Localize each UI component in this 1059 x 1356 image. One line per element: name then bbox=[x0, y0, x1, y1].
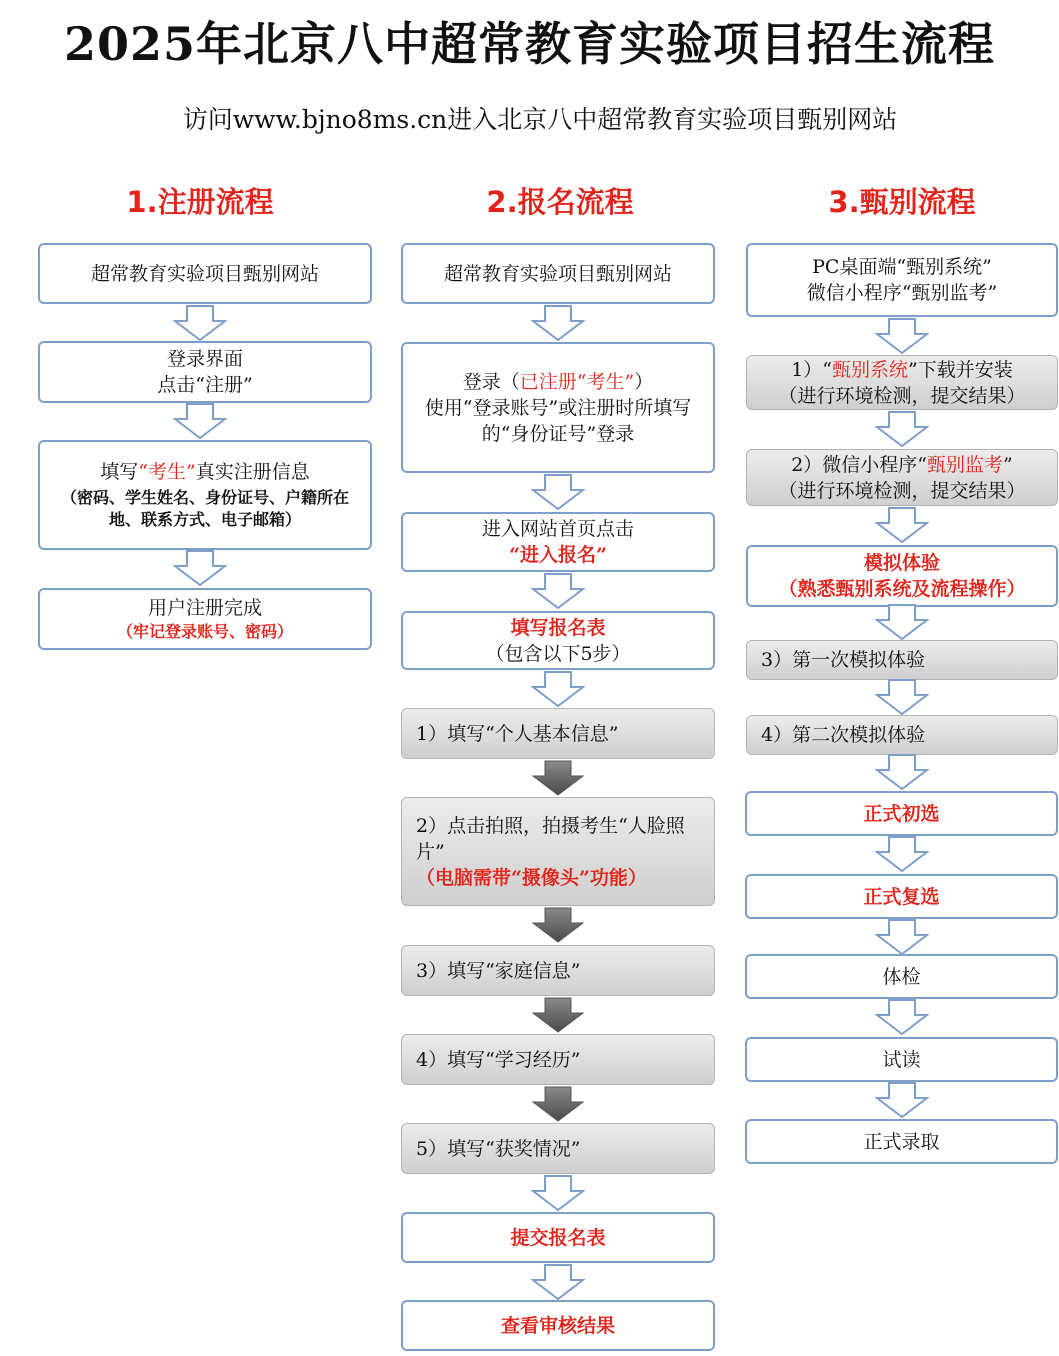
reg-step-login-line1: 登录界面 bbox=[166, 348, 243, 370]
apply-substep-2-line1: 2）点击拍照，拍摄考生“人脸照片” bbox=[416, 814, 685, 863]
apply-substep-4 bbox=[401, 1034, 715, 1085]
substep-2-suffix: ” bbox=[1003, 453, 1013, 476]
apply-substep-2-line2: （电脑需带“摄像头”功能） bbox=[416, 866, 647, 889]
login-text: 登录（ bbox=[462, 370, 520, 393]
reg-step-website bbox=[38, 243, 372, 304]
screen-step-reexam bbox=[745, 874, 1058, 919]
apply-step-form bbox=[401, 611, 715, 670]
apply-arrow-1 bbox=[531, 305, 585, 341]
screen-substep-3 bbox=[746, 640, 1058, 680]
login-text-close: ） bbox=[634, 370, 654, 393]
apply-substep-1-label: 1）填写“个人基本信息” bbox=[416, 722, 619, 745]
reg-step-complete bbox=[38, 588, 372, 650]
reg-step-complete-line2: （牢记登录账号、密码） bbox=[116, 622, 293, 641]
apply-step-login bbox=[401, 342, 715, 473]
screen-step-admission-label: 正式录取 bbox=[863, 1130, 940, 1153]
apply-step-review-label: 查看审核结果 bbox=[500, 1314, 615, 1337]
reg-arrow-3 bbox=[173, 550, 227, 586]
screen-step-systems bbox=[746, 243, 1058, 317]
screen-step-physical-label: 体检 bbox=[882, 965, 921, 988]
heading-application: 2.报名流程 bbox=[486, 185, 634, 219]
apply-step-website bbox=[401, 243, 715, 304]
apply-arrow-8 bbox=[531, 1086, 585, 1122]
substep-1-suffix: ”下载并安装 bbox=[908, 358, 1013, 381]
screen-arrow-3 bbox=[875, 507, 929, 543]
reg-step-fill-info-line1 bbox=[100, 459, 309, 485]
screen-arrow-8 bbox=[875, 919, 929, 955]
screen-arrow-7 bbox=[875, 836, 929, 872]
page-subtitle: 访问www.bjno8ms.cn进入北京八中超常教育实验项目甄别网站 bbox=[182, 105, 898, 134]
apply-step-enter bbox=[401, 512, 715, 572]
reg-arrow-2 bbox=[173, 403, 227, 439]
screening-system-highlight: 甄别系统 bbox=[832, 358, 909, 381]
screen-substep-4 bbox=[746, 715, 1058, 755]
screen-substep-4-label: 4）第二次模拟体验 bbox=[761, 724, 926, 746]
reg-step-complete-line1: 用户注册完成 bbox=[147, 597, 262, 619]
apply-step-submit-label: 提交报名表 bbox=[510, 1226, 606, 1249]
registered-examinee-highlight: 已注册“考生” bbox=[519, 370, 635, 393]
screen-substep-2-line2: （进行环境检测，提交结果） bbox=[778, 479, 1026, 502]
fill-text-2: 真实注册信息 bbox=[195, 461, 310, 483]
apply-substep-3 bbox=[401, 945, 715, 996]
screen-step-simulation-line1: 模拟体验 bbox=[863, 552, 940, 574]
apply-arrow-2 bbox=[531, 474, 585, 510]
apply-substep-3-label: 3）填写“家庭信息” bbox=[416, 959, 581, 982]
apply-step-review bbox=[401, 1300, 715, 1351]
reg-step-login-line2: 点击“注册” bbox=[157, 374, 253, 396]
apply-arrow-4 bbox=[531, 671, 585, 707]
reg-step-fill-info-fields: （密码、学生姓名、身份证号、户籍所在地、联系方式、电子邮箱） bbox=[60, 488, 349, 529]
screen-arrow-10 bbox=[875, 1082, 929, 1118]
apply-arrow-10 bbox=[531, 1264, 585, 1300]
screen-arrow-4 bbox=[875, 604, 929, 640]
apply-step-form-line1: 填写报名表 bbox=[510, 616, 606, 639]
fill-text: 填写 bbox=[100, 461, 139, 483]
screen-step-physical bbox=[745, 954, 1058, 999]
apply-step-submit bbox=[401, 1212, 715, 1263]
substep-1-prefix: 1）“ bbox=[791, 358, 833, 381]
apply-step-form-line2: （包含以下5步） bbox=[485, 642, 631, 665]
screen-step-reexam-label: 正式复选 bbox=[863, 885, 940, 908]
screen-arrow-2 bbox=[875, 411, 929, 447]
substep-2-prefix: 2）微信小程序“ bbox=[791, 453, 928, 476]
screen-substep-1-line2: （进行环境检测，提交结果） bbox=[778, 384, 1026, 407]
screen-substep-2 bbox=[746, 449, 1058, 506]
screen-step-systems-line2: 微信小程序“甄别监考” bbox=[806, 282, 998, 304]
screen-step-systems-line1: PC桌面端“甄别系统” bbox=[812, 256, 992, 278]
page-title: 2025年北京八中超常教育实验项目招生流程 bbox=[63, 17, 996, 71]
apply-step-enter-line2: “进入报名” bbox=[509, 544, 607, 566]
heading-registration: 1.注册流程 bbox=[126, 185, 274, 219]
reg-step-fill-info bbox=[38, 440, 372, 550]
screen-step-trial-label: 试读 bbox=[882, 1048, 921, 1071]
screen-substep-1-line1 bbox=[791, 357, 1013, 383]
screen-substep-3-label: 3）第一次模拟体验 bbox=[761, 649, 926, 671]
screen-step-admission bbox=[745, 1119, 1058, 1164]
apply-arrow-6 bbox=[531, 907, 585, 943]
reg-arrow-1 bbox=[173, 305, 227, 341]
screen-step-preliminary-label: 正式初选 bbox=[863, 802, 940, 825]
heading-screening: 3.甄别流程 bbox=[828, 185, 976, 219]
screen-substep-2-line1 bbox=[791, 452, 1013, 478]
apply-substep-5 bbox=[401, 1123, 715, 1174]
screen-arrow-9 bbox=[875, 999, 929, 1035]
screen-arrow-1 bbox=[875, 318, 929, 354]
reg-step-login bbox=[38, 341, 372, 403]
apply-substep-4-label: 4）填写“学习经历” bbox=[416, 1048, 581, 1071]
apply-step-enter-line1: 进入网站首页点击 bbox=[481, 518, 634, 540]
examinee-highlight: “考生” bbox=[138, 461, 196, 483]
apply-arrow-5 bbox=[531, 760, 585, 796]
screen-arrow-6 bbox=[875, 754, 929, 790]
apply-arrow-3 bbox=[531, 573, 585, 609]
screen-step-simulation-line2: （熟悉甄别系统及流程操作） bbox=[778, 578, 1026, 600]
apply-arrow-9 bbox=[531, 1175, 585, 1211]
apply-substep-2 bbox=[401, 797, 715, 906]
screen-step-simulation bbox=[746, 545, 1058, 607]
screen-arrow-5 bbox=[875, 679, 929, 715]
proctoring-highlight: 甄别监考 bbox=[927, 453, 1004, 476]
apply-substep-1 bbox=[401, 708, 715, 759]
screen-step-trial bbox=[745, 1037, 1058, 1082]
apply-substep-5-label: 5）填写“获奖情况” bbox=[416, 1137, 581, 1160]
screen-substep-1 bbox=[746, 355, 1058, 410]
reg-step-website-label: 超常教育实验项目甄别网站 bbox=[90, 262, 319, 285]
apply-arrow-7 bbox=[531, 997, 585, 1033]
apply-step-login-line1 bbox=[463, 369, 653, 395]
apply-step-login-line2: 使用“登录账号”或注册时所填写的“身份证号”登录 bbox=[424, 396, 692, 445]
apply-step-website-label: 超常教育实验项目甄别网站 bbox=[443, 262, 672, 285]
screen-step-preliminary bbox=[745, 791, 1058, 836]
